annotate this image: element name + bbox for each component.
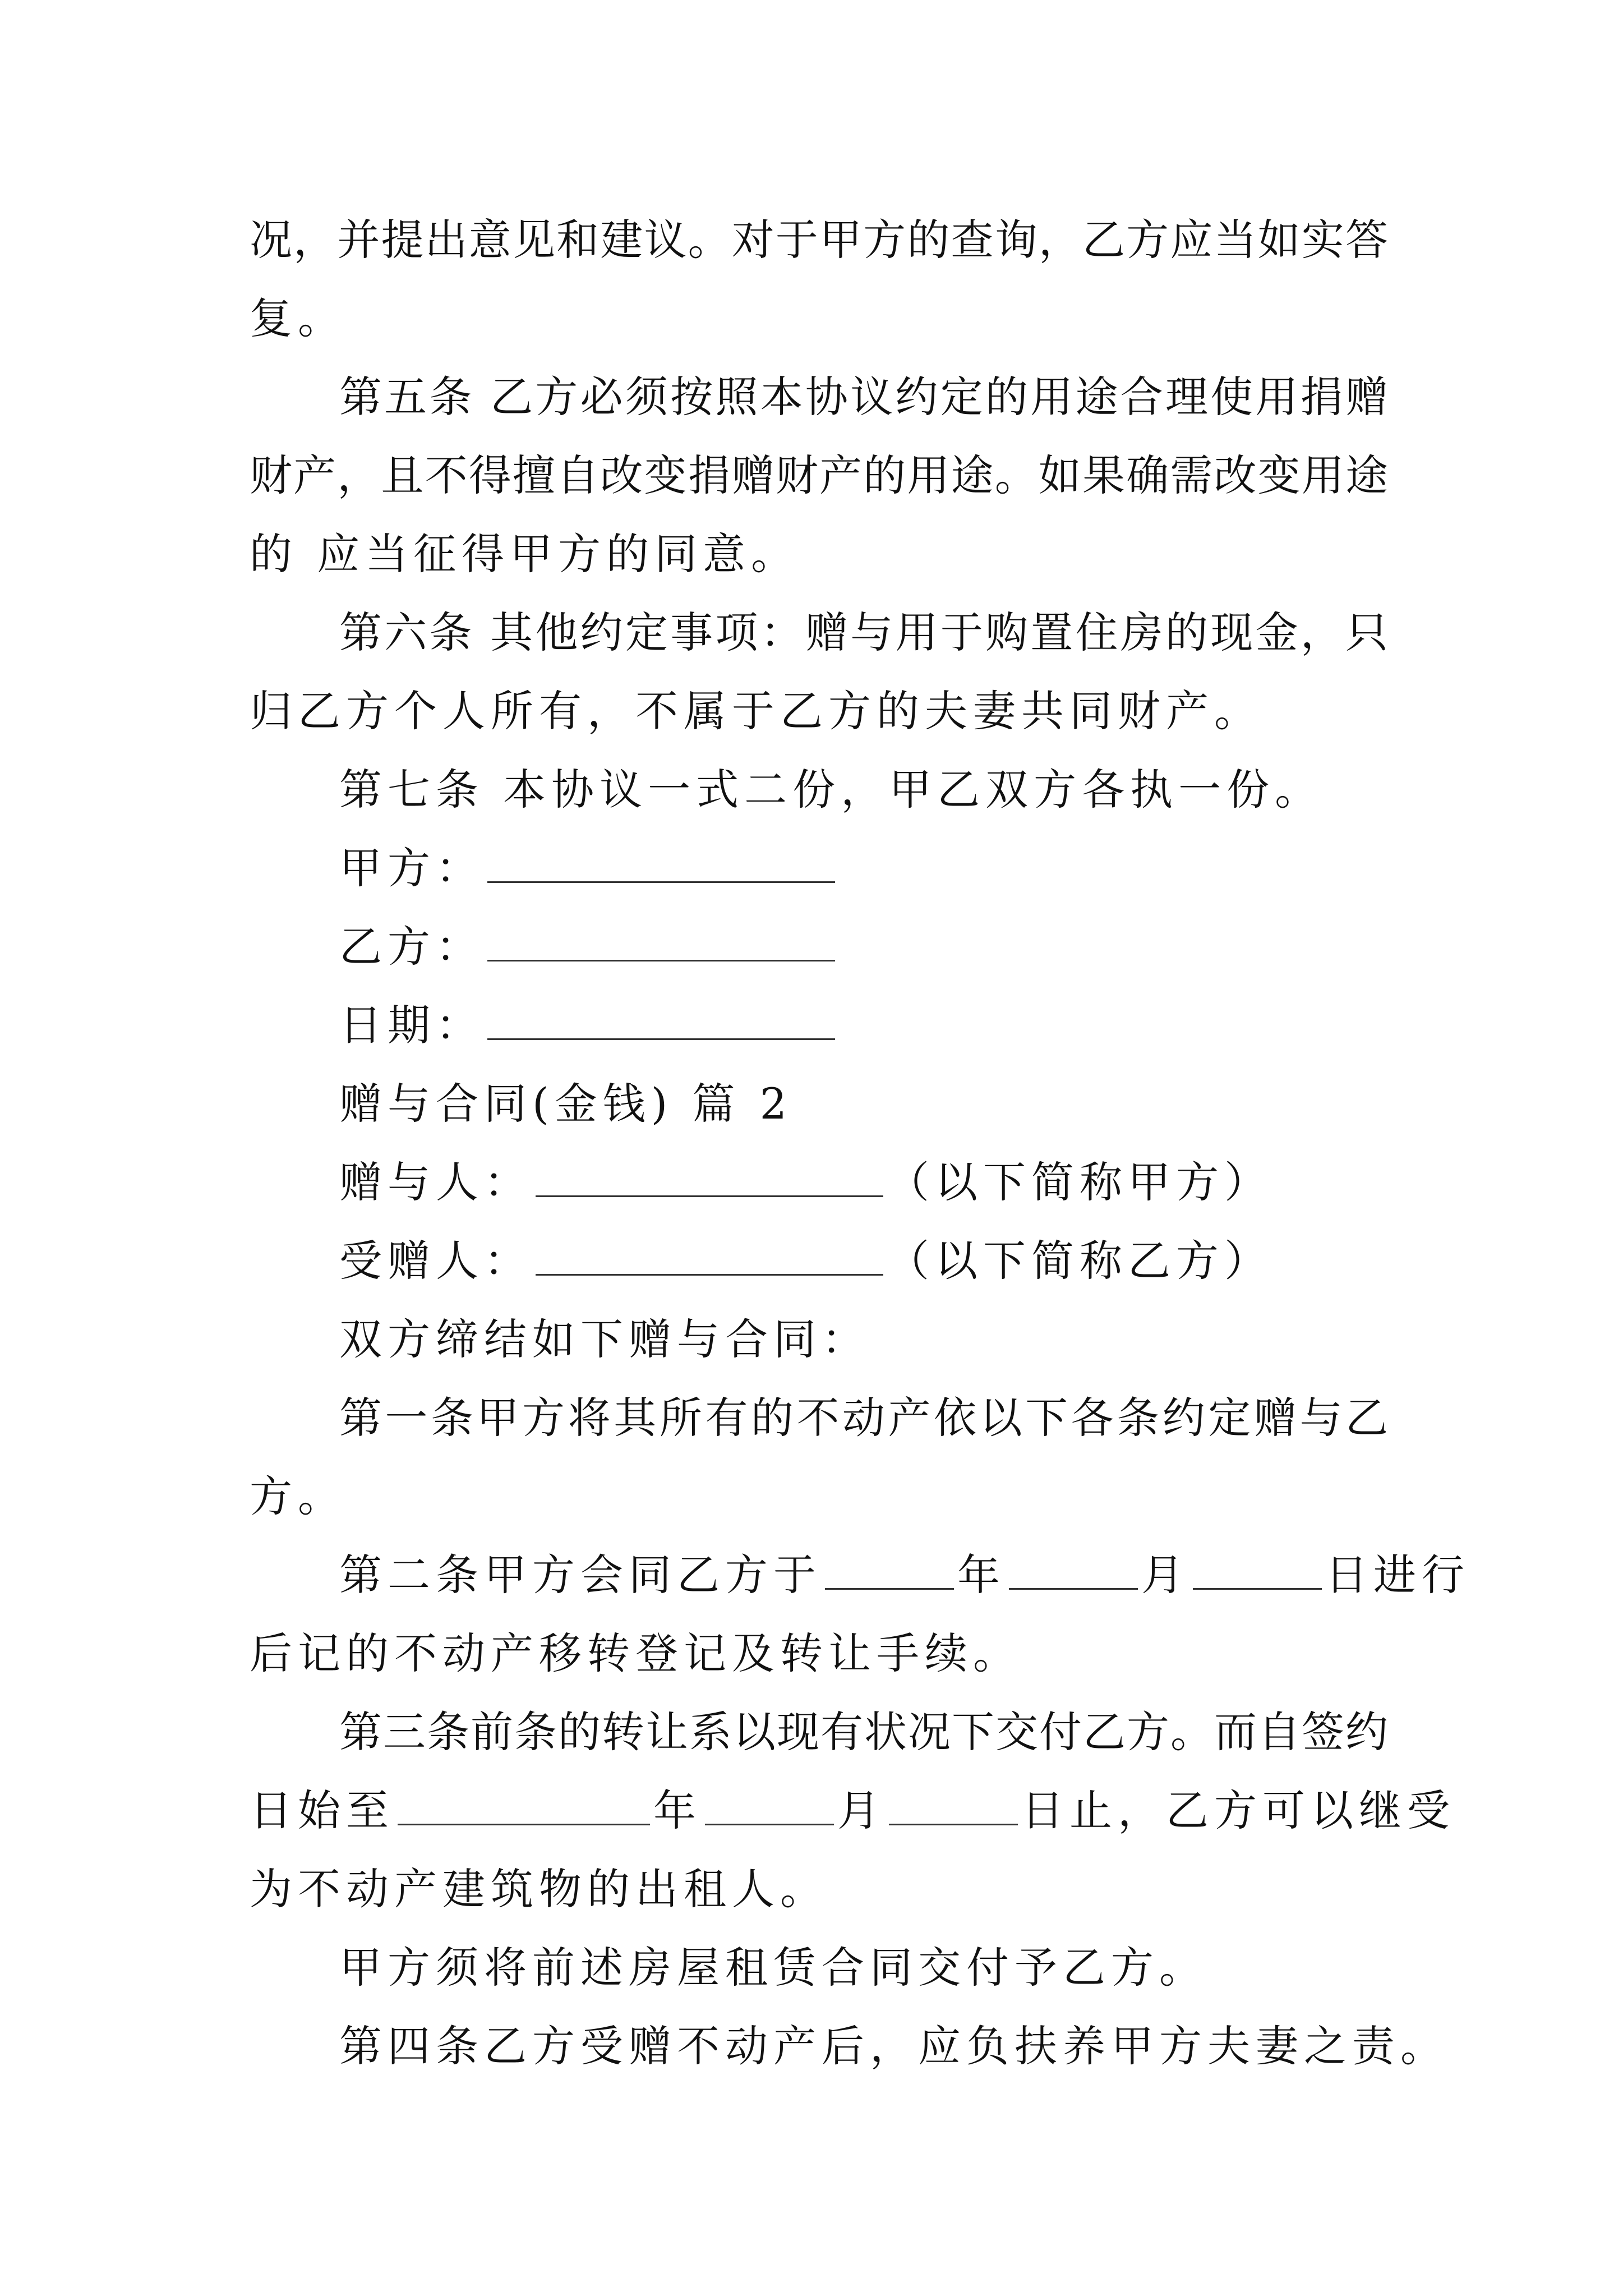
section-title: 赠与合同(金钱) 篇 2	[339, 1079, 792, 1129]
party-a-label: 甲方：	[339, 843, 484, 893]
end-day-blank[interactable]	[889, 1784, 1018, 1825]
end-year-label: 年	[653, 1786, 702, 1835]
paragraph-line: 方。	[250, 1471, 346, 1521]
party-b-blank[interactable]	[487, 921, 835, 961]
date-blank[interactable]	[487, 999, 835, 1040]
donee-blank[interactable]	[536, 1235, 883, 1276]
date-label: 日期：	[339, 1000, 484, 1050]
date-signature-row	[339, 997, 838, 1053]
article-4-line: 第四条乙方受赠不动产后，应负扶养甲方夫妻之责。	[339, 2021, 1449, 2071]
end-day-label: 日止，乙方可以继受	[1021, 1786, 1455, 1835]
article-3-date-line	[250, 1783, 1455, 1839]
donor-suffix: （以下简称甲方）	[887, 1157, 1272, 1207]
paragraph-line: 的 应当征得甲方的同意。	[250, 529, 800, 579]
day-blank[interactable]	[1193, 1549, 1322, 1590]
start-text: 日始至	[250, 1786, 394, 1835]
article-1-line: 第一条甲方将其所有的不动产依以下各条约定赠与乙	[339, 1393, 1388, 1443]
article-2-line	[339, 1547, 1470, 1603]
paragraph-line: 归乙方个人所有，不属于乙方的夫妻共同财产。	[250, 686, 1262, 736]
paragraph-line: 为不动产建筑物的出租人。	[250, 1864, 828, 1914]
year-label: 年	[957, 1550, 1006, 1600]
paragraph-line: 后记的不动产移转登记及转让手续。	[250, 1628, 1021, 1678]
party-a-signature-row	[339, 840, 838, 896]
paragraph-line: 双方缔结如下赠与合同：	[339, 1314, 870, 1364]
paragraph-line: 财产，且不得擅自改变捐赠财产的用途。如果确需改变用途	[250, 450, 1388, 500]
party-a-blank[interactable]	[487, 842, 835, 883]
paragraph-line: 甲方须将前述房屋租赁合同交付予乙方。	[339, 1943, 1207, 1993]
paragraph-line: 况，并提出意见和建议。对于甲方的查询，乙方应当如实答	[250, 215, 1388, 265]
day-label: 日进行	[1325, 1550, 1470, 1600]
article-2-text: 第二条甲方会同乙方于	[339, 1550, 822, 1600]
year-blank[interactable]	[825, 1549, 954, 1590]
article-6-heading-line: 第六条 其他约定事项：赠与用于购置住房的现金，只	[339, 608, 1388, 657]
donee-label: 受赠人：	[339, 1236, 532, 1286]
paragraph-line: 复。	[250, 293, 346, 343]
end-year-blank[interactable]	[398, 1784, 650, 1825]
article-7-line: 第七条 本协议一式二份，甲乙双方各执一份。	[339, 765, 1324, 815]
end-month-label: 月	[837, 1786, 886, 1835]
month-label: 月	[1141, 1550, 1189, 1600]
donee-suffix: （以下简称乙方）	[887, 1236, 1272, 1286]
article-5-heading-line: 第五条 乙方必须按照本协议约定的用途合理使用捐赠	[339, 372, 1388, 422]
article-3-line: 第三条前条的转让系以现有状况下交付乙方。而自签约	[339, 1707, 1388, 1757]
donor-label: 赠与人：	[339, 1157, 532, 1207]
month-blank[interactable]	[1009, 1549, 1138, 1590]
party-b-label: 乙方：	[339, 922, 484, 972]
party-b-signature-row	[339, 919, 838, 975]
donor-row	[339, 1154, 1272, 1211]
end-month-blank[interactable]	[705, 1784, 834, 1825]
donee-row	[339, 1233, 1272, 1289]
donor-blank[interactable]	[536, 1156, 883, 1197]
